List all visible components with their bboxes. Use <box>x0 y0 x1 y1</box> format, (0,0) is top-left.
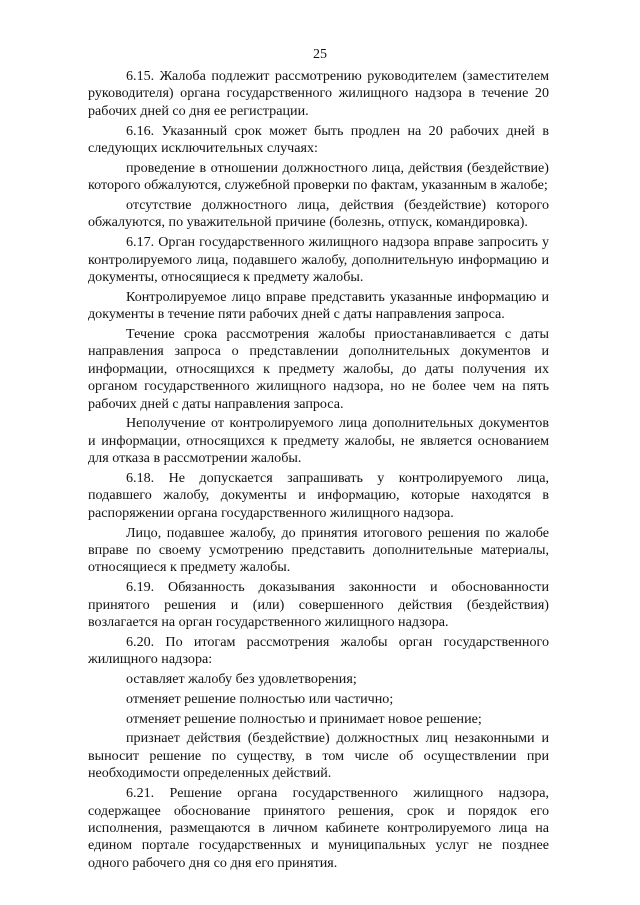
list-item-leave-unsatisfied: оставляет жалобу без удовлетворения; <box>126 671 357 688</box>
paragraph-suspension: Течение срока рассмотрения жалобы приостанавливается с даты направления запроса о представлении дополнительных документов и информации, относящихся к предмету жалобы, до даты получения их органом государственного жилищного надзора, но не более чем на пять рабочих дней с даты направления запроса. <box>88 326 549 412</box>
list-item-inspection: проведение в отношении должностного лица, действия (бездействие) которого обжалуются, служебной проверки по фактам, указанным в жалобе; <box>88 159 549 194</box>
paragraph-6-21: 6.21. Решение органа государственного жилищного надзора, содержащее обоснование принятого решения, срок и порядок его исполнения, размещаются в личном кабинете контролируемого лица на едином портале государственных и муниципальных услуг не позднее одного рабочего дня со дня его принятия. <box>88 785 549 871</box>
paragraph-6-15: 6.15. Жалоба подлежит рассмотрению руководителем (заместителем руководителя) органа государственного жилищного надзора в течение 20 рабочих дней со дня ее регистрации. <box>88 68 549 119</box>
paragraph-6-18: 6.18. Не допускается запрашивать у контролируемого лица, подавшего жалобу, документы и информацию, которые находятся в распоряжении органа государственного жилищного надзора. <box>88 470 549 521</box>
paragraph-6-19: 6.19. Обязанность доказывания законности и обоснованности принятого решения и (или) совершенного действия (бездействия) возлагается на орган государственного жилищного надзора. <box>88 579 549 631</box>
document-body <box>88 68 549 875</box>
list-item-declare-unlawful: признает действия (бездействие) должностных лиц незаконными и выносит решение по существу, в том числе об осуществлении при необходимости определенных действий. <box>88 730 549 782</box>
paragraph-6-20: 6.20. По итогам рассмотрения жалобы орган государственного жилищного надзора: <box>88 633 549 668</box>
list-item-cancel-new-decision: отменяет решение полностью и принимает новое решение; <box>126 710 482 727</box>
paragraph-6-16: 6.16. Указанный срок может быть продлен на 20 рабочих дней в следующих исключительных случаях: <box>88 122 549 157</box>
list-item-absence: отсутствие должностного лица, действия (бездействие) которого обжалуются, по уважительной причине (болезнь, отпуск, командировка). <box>88 197 549 231</box>
list-item-cancel-partially: отменяет решение полностью или частично; <box>126 690 394 707</box>
page-number: 25 <box>313 47 327 62</box>
paragraph-6-17: 6.17. Орган государственного жилищного надзора вправе запросить у контролируемого лица, подавшего жалобу, дополнительную информацию и документы, относящиеся к предмету жалобы. <box>88 234 549 286</box>
paragraph-additional-materials: Лицо, подавшее жалобу, до принятия итогового решения по жалобе вправе по своему усмотрению представить дополнительные материалы, относящиеся к предмету жалобы. <box>88 524 549 576</box>
paragraph-submit-info: Контролируемое лицо вправе представить указанные информацию и документы в течение пяти рабочих дней с даты направления запроса. <box>88 288 549 323</box>
paragraph-non-receipt: Неполучение от контролируемого лица дополнительных документов и информации, относящихся к предмету жалобы, не является основанием для отказа в рассмотрении жалобы. <box>88 415 549 467</box>
